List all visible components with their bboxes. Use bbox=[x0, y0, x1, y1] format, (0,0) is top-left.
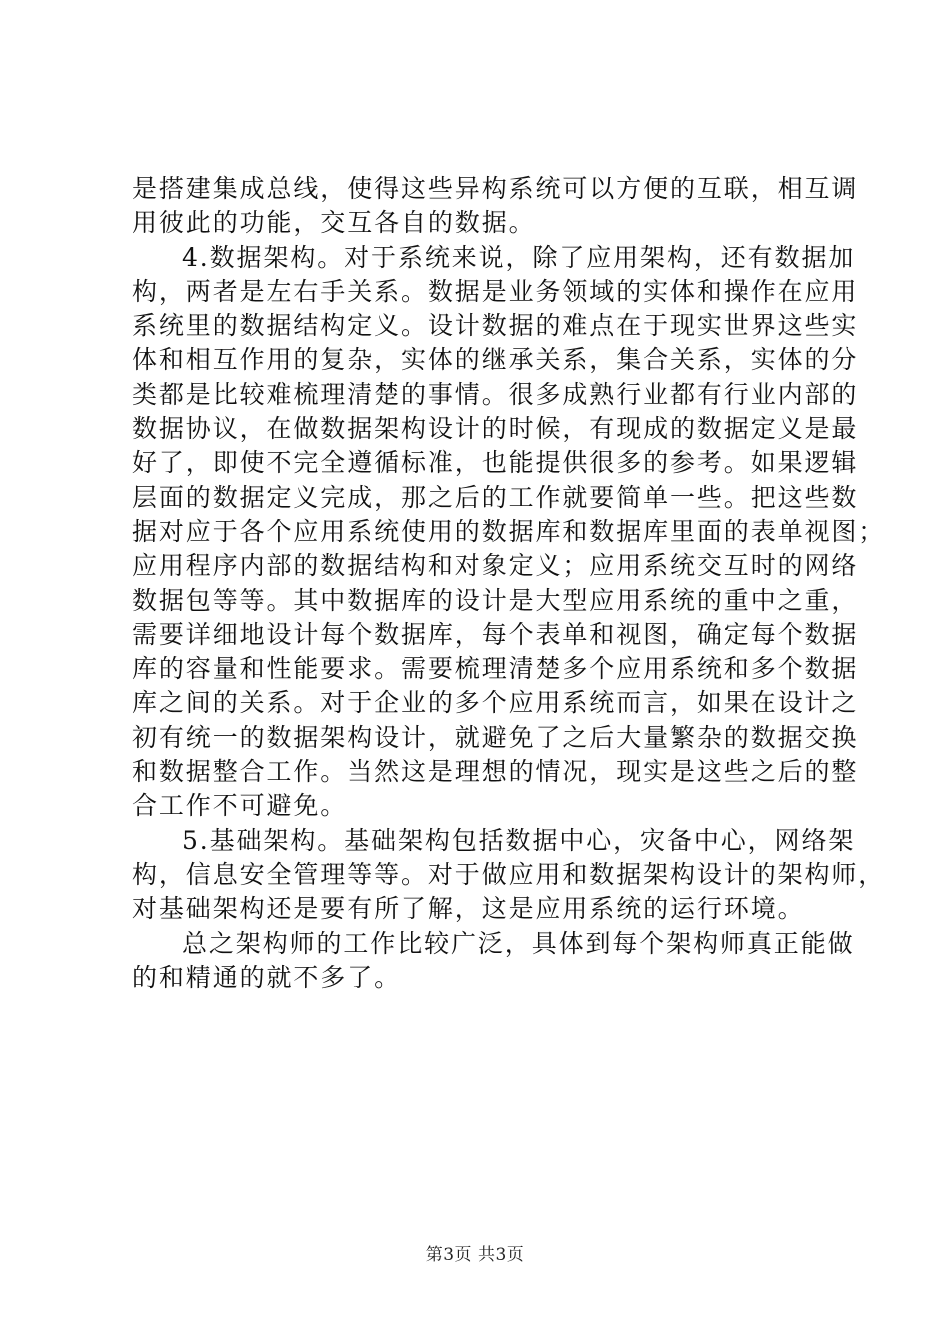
text-line: 总之架构师的工作比较广泛，具体到每个架构师真正能做 bbox=[182, 928, 855, 958]
text-line: 构，两者是左右手关系。数据是业务领域的实体和操作在应用 bbox=[132, 276, 859, 306]
text-line: 和数据整合工作。当然这是理想的情况，现实是这些之后的整 bbox=[132, 757, 859, 787]
text-line: 数据包等等。其中数据库的设计是大型应用系统的重中之重， bbox=[132, 585, 859, 615]
text-line: 需要详细地设计每个数据库，每个表单和视图，确定每个数据 bbox=[132, 619, 859, 649]
text-line: 用彼此的功能，交互各自的数据。 bbox=[132, 208, 536, 238]
text-line: 层面的数据定义完成，那之后的工作就要简单一些。把这些数 bbox=[132, 482, 859, 512]
text-line: 构，信息安全管理等等。对于做应用和数据架构设计的架构师， bbox=[132, 859, 886, 889]
document-body bbox=[132, 172, 886, 995]
text-line: 的和精通的就不多了。 bbox=[132, 962, 402, 992]
text-line: 应用程序内部的数据结构和对象定义；应用系统交互时的网络 bbox=[132, 551, 859, 581]
text-line: 体和相互作用的复杂，实体的继承关系，集合关系，实体的分 bbox=[132, 345, 859, 375]
text-line: 合工作不可避免。 bbox=[132, 791, 348, 821]
text-line: 系统里的数据结构定义。设计数据的难点在于现实世界这些实 bbox=[132, 311, 859, 341]
page-footer bbox=[0, 1245, 950, 1265]
page-number-label: 第3页 共3页 bbox=[425, 1245, 525, 1265]
text-line: 对基础架构还是要有所了解，这是应用系统的运行环境。 bbox=[132, 894, 805, 924]
text-line: 库的容量和性能要求。需要梳理清楚多个应用系统和多个数据 bbox=[132, 654, 859, 684]
text-line: 是搭建集成总线，使得这些异构系统可以方便的互联，相互调 bbox=[132, 174, 859, 203]
text-line: 5.基础架构。基础架构包括数据中心，灾备中心，网络架 bbox=[182, 825, 856, 855]
text-line: 4.数据架构。对于系统来说，除了应用架构，还有数据加 bbox=[182, 242, 856, 272]
text-line: 初有统一的数据架构设计，就避免了之后大量繁杂的数据交换 bbox=[132, 722, 859, 752]
text-line: 类都是比较难梳理清楚的事情。很多成熟行业都有行业内部的 bbox=[132, 379, 859, 409]
text-line: 好了，即使不完全遵循标准，也能提供很多的参考。如果逻辑 bbox=[132, 448, 859, 478]
text-line: 库之间的关系。对于企业的多个应用系统而言，如果在设计之 bbox=[132, 688, 859, 718]
text-line: 据对应于各个应用系统使用的数据库和数据库里面的表单视图； bbox=[132, 516, 886, 546]
text-line: 数据协议，在做数据架构设计的时候，有现成的数据定义是最 bbox=[132, 414, 859, 444]
